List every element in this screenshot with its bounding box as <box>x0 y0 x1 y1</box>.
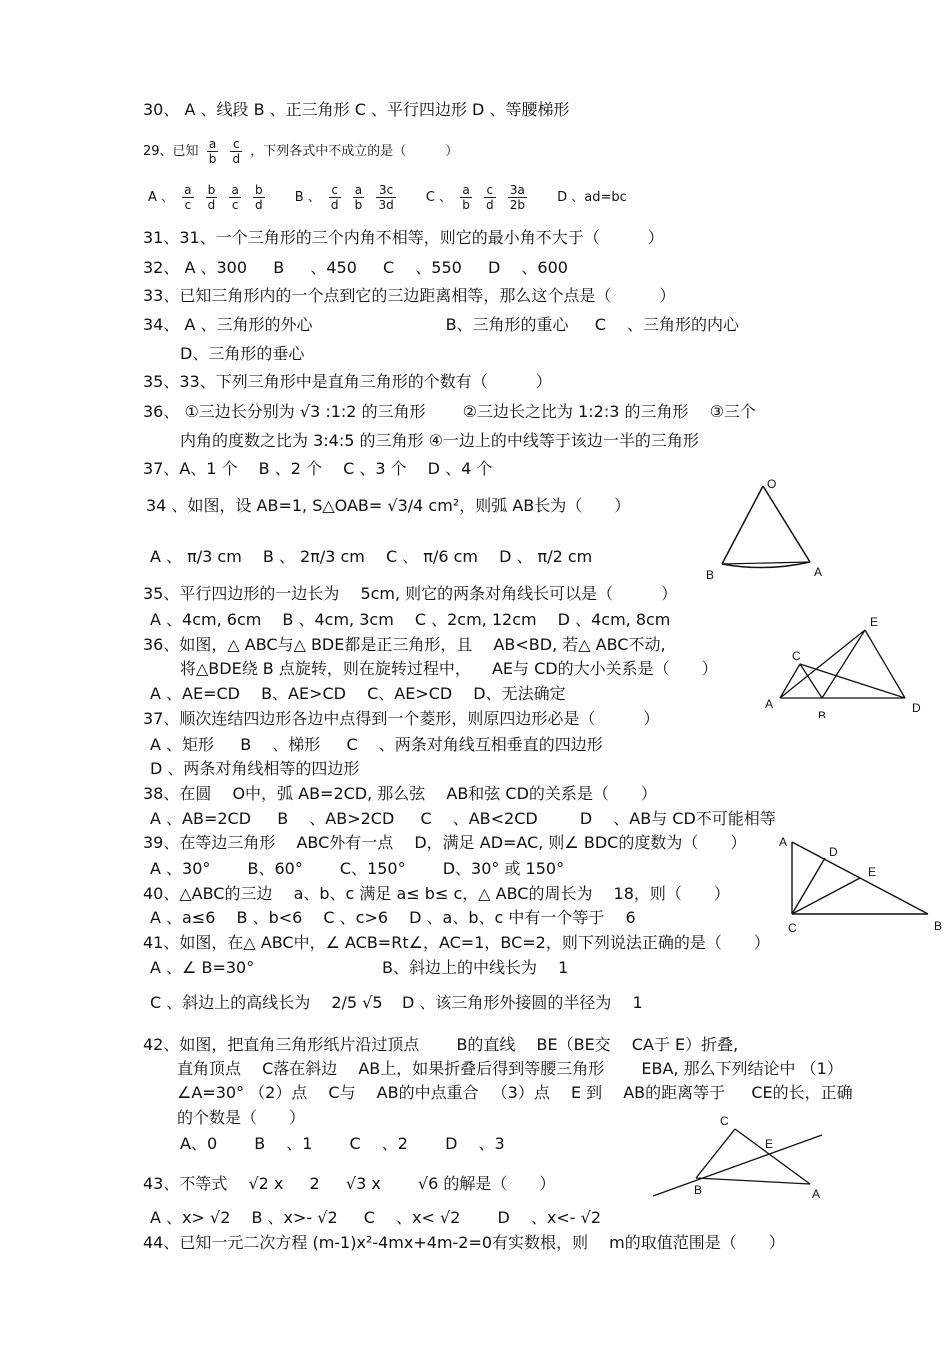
fig1-label-a: A <box>814 565 823 579</box>
q43-question: 43、不等式 √2 x 2 √3 x √6 的解是（ ） <box>143 1174 556 1193</box>
q29-suffix: ，下列各式中不成立的是（ ） <box>250 144 459 159</box>
fig3-label-e: E <box>868 865 877 879</box>
q37-rhombus-question: 37、顺次连结四边形各边中点得到一个菱形，则原四边形必是（ ） <box>143 709 660 728</box>
q42-line-3: ∠A=30° （2）点 C与 AB的中点重合 （3）点 E 到 AB的距离等于 CE的长，正确 <box>177 1083 853 1102</box>
fig2-label-d: D <box>912 701 921 715</box>
q44-question: 44、已知一元二次方程 (m-1)x²-4mx+4m-2=0有实数根，则 m的取值范围是（ ） <box>143 1233 785 1252</box>
option-c-label: C 、 <box>425 190 453 205</box>
q36-line-2: 内角的度数之比为 3:4:5 的三角形 ④一边上的中线等于该边一半的三角形 <box>180 431 699 450</box>
q36-rotation-question-1: 36、如图，△ ABC与△ BDE都是正三角形，且 AB<BD, 若△ ABC不动, <box>143 635 666 654</box>
q39-options: A 、30° B、60° C、150° D、30° 或 150° <box>150 859 565 878</box>
figure-triangles-abc-bde <box>760 612 930 718</box>
fraction: $\frac{a}{b}$ <box>354 183 363 212</box>
figure-folded-triangle <box>650 1112 830 1207</box>
fraction: $\frac{a}{b}$ <box>462 183 470 212</box>
figure-sector-oab <box>700 476 840 582</box>
q41-question: 41、如图，在△ ABC中，∠ ACB=Rt∠，AC=1，BC=2，则下列说法正确的是（ ） <box>143 933 770 952</box>
q31-line: 31、31、一个三角形的三个内角不相等，则它的最小角不大于（ ） <box>143 228 664 247</box>
figure-right-triangle-de <box>775 830 945 936</box>
fig4-label-b: B <box>694 1183 703 1197</box>
q33-line: 33、已知三角形内的一个点到它的三边距离相等，那么这个点是（ ） <box>143 286 676 305</box>
q37-rhombus-options: A 、矩形 B 、梯形 C 、两条对角线互相垂直的四边形 <box>150 735 603 754</box>
q36-rotation-options: A 、AE=CD B、AE>CD C、AE>CD D、无法确定 <box>150 684 566 703</box>
fig3-label-d: D <box>829 845 838 859</box>
q41-option-b: B、斜边上的中线长为 1 <box>382 958 569 977</box>
q35-line: 35、33、下列三角形中是直角三角形的个数有（ ） <box>143 372 552 391</box>
q35-parallelogram-options: A 、4cm, 6cm B 、4cm, 3cm C 、2cm, 12cm D 、4cm, 8cm <box>150 610 671 629</box>
q37-rhombus-option-d: D 、两条对角线相等的四边形 <box>150 759 360 778</box>
fig4-label-a: A <box>812 1187 821 1201</box>
q42-line-4: 的个数是（ ） <box>177 1108 306 1127</box>
fraction: $\frac{c}{d}$ <box>485 183 494 212</box>
q34-arc-options: A 、 π/3 cm B 、 2π/3 cm C 、 π/6 cm D 、 π/2 cm <box>150 547 593 566</box>
fraction: $\frac{b}{d}$ <box>254 183 263 212</box>
q41-option-a: A 、∠ B=30° <box>150 958 255 977</box>
q29-options <box>148 183 627 213</box>
q38-question: 38、在圆 O中，弧 AB=2CD, 那么弦 AB和弦 CD的关系是（ ） <box>143 784 657 803</box>
fig2-label-e: E <box>870 615 879 629</box>
fraction: $\frac{a}{c}$ <box>231 183 239 212</box>
q42-line-1: 42、如图，把直角三角形纸片沿过顶点 B的直线 BE（BE交 CA于 E）折叠, <box>143 1035 739 1054</box>
q34-arc-question: 34 、如图，设 AB=1, S△OAB= √3/4 cm²，则弧 AB长为（ ） <box>146 496 631 515</box>
fig2-label-c: C <box>792 649 801 663</box>
q29-prefix: 29、已知 <box>143 144 199 159</box>
fig3-label-a: A <box>779 835 788 849</box>
fraction: $\frac{b}{d}$ <box>207 183 216 212</box>
fraction: $\frac{a}{c}$ <box>184 183 192 212</box>
fraction: $\frac{c}{d}$ <box>330 183 339 212</box>
fig4-label-c: C <box>720 1114 729 1128</box>
q29-line <box>143 137 458 167</box>
q36-rotation-question-2: 将△BDE绕 B 点旋转，则在旋转过程中， AE与 CD的大小关系是（ ） <box>180 659 718 678</box>
q43-options: A 、x> √2 B 、x>- √2 C 、x< √2 D 、x<- √2 <box>150 1208 601 1227</box>
q42-line-2: 直角顶点 C落在斜边 AB上，如果折叠后得到等腰三角形 EBA, 那么下列结论中 （1） <box>177 1059 843 1078</box>
q32-line: 32、 A 、300 B 、450 C 、550 D 、600 <box>143 258 568 277</box>
q40-options: A 、a≤6 B 、b<6 C 、c>6 D 、a、b、c 中有一个等于 6 <box>150 908 636 927</box>
q41-option-d: D 、该三角形外接圆的半径为 1 <box>402 993 643 1012</box>
q34-options-line: 34、 A 、三角形的外心 B、三角形的重心 C 、三角形的内心 <box>143 315 739 334</box>
fraction: $\frac{c}{d}$ <box>232 137 241 166</box>
fig3-label-c: C <box>788 921 797 935</box>
option-d-label: D 、ad=bc <box>557 190 627 205</box>
fig1-label-b: B <box>706 568 715 582</box>
q36-line-1: 36、 ①三边长分别为 √3 :1:2 的三角形 ②三边长之比为 1:2:3 的三角形 ③三个 <box>143 402 756 421</box>
option-a-label: A 、 <box>148 190 175 205</box>
q38-options: A 、AB=2CD B 、AB>2CD C 、AB<2CD D 、AB与 CD不可能相等 <box>150 809 776 828</box>
fig1-label-o: O <box>767 477 777 491</box>
q37-line: 37、A、1 个 B 、2 个 C 、3 个 D 、4 个 <box>143 459 493 478</box>
fig3-label-b: B <box>934 919 943 933</box>
fig2-label-a: A <box>765 697 774 711</box>
q42-options: A、0 B 、1 C 、2 D 、3 <box>180 1134 505 1153</box>
fraction: $\frac{3c}{3d}$ <box>378 183 394 212</box>
q30-line: 30、 A 、线段 B 、正三角形 C 、平行四边形 D 、等腰梯形 <box>143 100 570 119</box>
fig4-label-e: E <box>765 1137 774 1151</box>
fraction: $\frac{3a}{2b}$ <box>509 183 525 212</box>
q34-option-d: D、三角形的垂心 <box>180 344 305 363</box>
q40-question: 40、△ABC的三边 a、b、c 满足 a≤ b≤ c，△ ABC的周长为 18，则（ ） <box>143 884 730 903</box>
q39-question: 39、在等边三角形 ABC外有一点 D，满足 AD=AC, 则∠ BDC的度数为（ ） <box>143 833 747 852</box>
fig2-label-b: B <box>818 709 827 718</box>
fraction: $\frac{a}{b}$ <box>208 137 217 166</box>
q41-option-c: C 、斜边上的高线长为 2/5 √5 <box>150 993 383 1012</box>
q35-parallelogram-question: 35、平行四边形的一边长为 5cm, 则它的两条对角线长可以是（ ） <box>143 584 678 603</box>
option-b-label: B 、 <box>294 190 321 205</box>
